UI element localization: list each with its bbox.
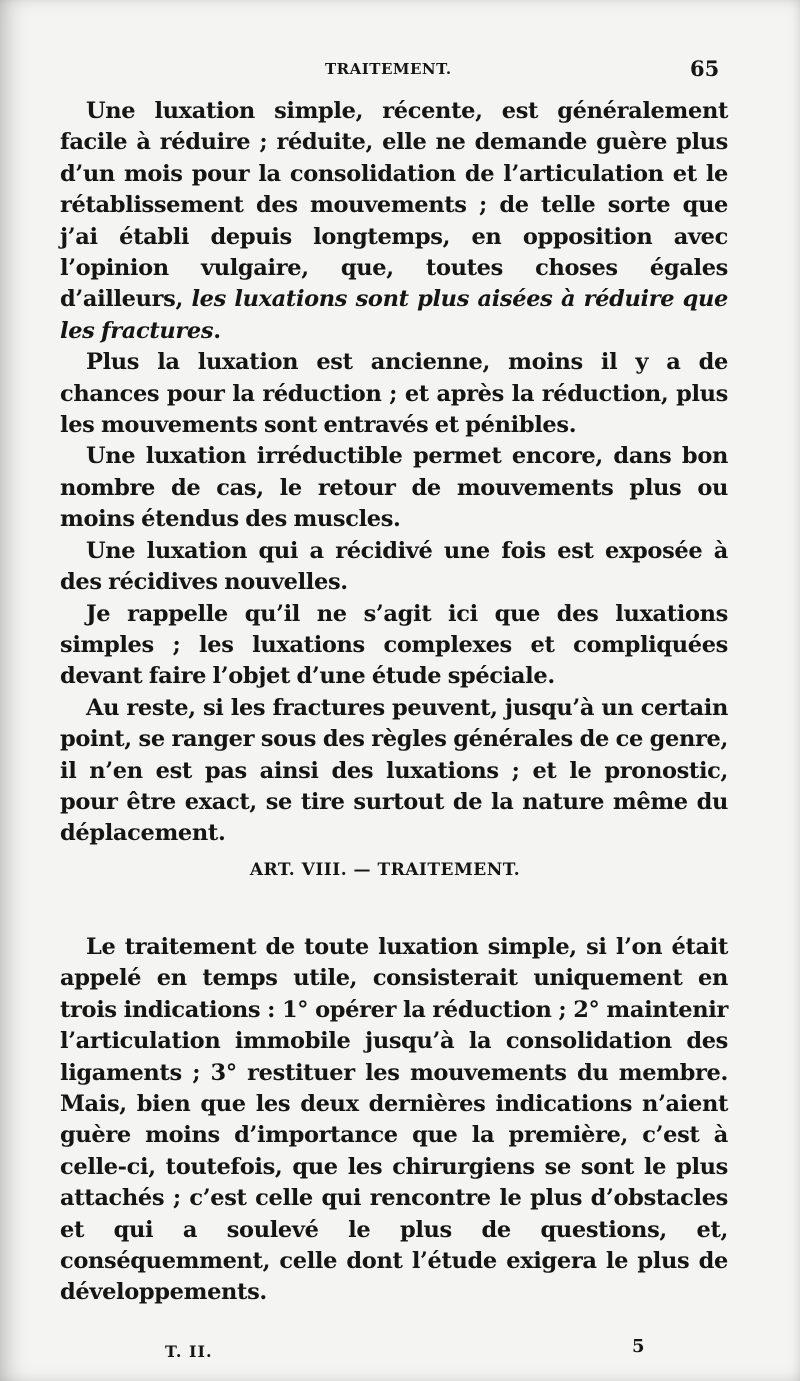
section-paragraph-1: Le traitement de toute luxation simple, si l’on était appelé en temps utile, consisterait uniquement en trois indications : 1° opérer la réduction ; 2° maintenir l’articulation immobile jusqu’à la consolidation des ligaments ; 3° restituer les mouvements du membre. Mais, bien que les deux dernières indications n’aient guère moins d’importance que la première, c’est à celle-ci, toutefois, que les chirurgiens se sont le plus attachés ; c’est celle qui rencontre le plus d’obstacles et qui a soulevé le plus de questions, et, conséquemment, celle dont l’étude exigera le plus de développements. [60,934,728,1306]
running-head-title: TRAITEMENT. [325,60,452,78]
body-text [60,96,728,850]
paragraph-2: Plus la luxation est ancienne, moins il y a de chances pour la réduction ; et après la réduction, plus les mouvements sont entravés et pénibles. [60,349,728,439]
page-number: 65 [690,56,720,81]
paragraph-1-text: Une luxation simple, récente, est généralement facile à réduire ; réduite, elle ne demande guère plus d’un mois pour la consolidation de l’articulation et le rétablissement des mouvements ; de telle sorte que j’ai établi depuis longtemps, en opposition avec l’opinion vulgaire, que, toutes choses égales d’ailleurs, [60,98,728,313]
paragraph-1 [60,96,728,347]
section-body-text [60,932,728,1309]
paragraph-4: Une luxation qui a récidivé une fois est exposée à des récidives nouvelles. [60,537,728,596]
signature-number: 5 [632,1336,645,1357]
paragraph-6: Au reste, si les fractures peuvent, jusqu’à un certain point, se ranger sous des règles générales de ce genre, il n’en est pas ainsi des luxations ; et le pronostic, pour être exact, se tire surtout de la nature même du déplacement. [60,694,728,847]
paragraph-1-tail: . [213,317,221,344]
section-heading [0,860,800,880]
page-footer [0,1336,800,1366]
running-head [0,56,800,86]
section-heading-text: ART. VIII. — TRAITEMENT. [249,860,521,880]
paragraph-5: Je rappelle qu’il ne s’agit ici que des luxations simples ; les luxations complexes et compliquées devant faire l’objet d’une étude spéciale. [60,600,728,690]
paragraph-3: Une luxation irréductible permet encore, dans bon nombre de cas, le retour de mouvements plus ou moins étendus des muscles. [60,443,728,533]
paragraph-1-emphasis: les luxations sont plus aisées à réduire que les fractures [60,286,729,344]
signature-mark: T. II. [165,1342,213,1361]
